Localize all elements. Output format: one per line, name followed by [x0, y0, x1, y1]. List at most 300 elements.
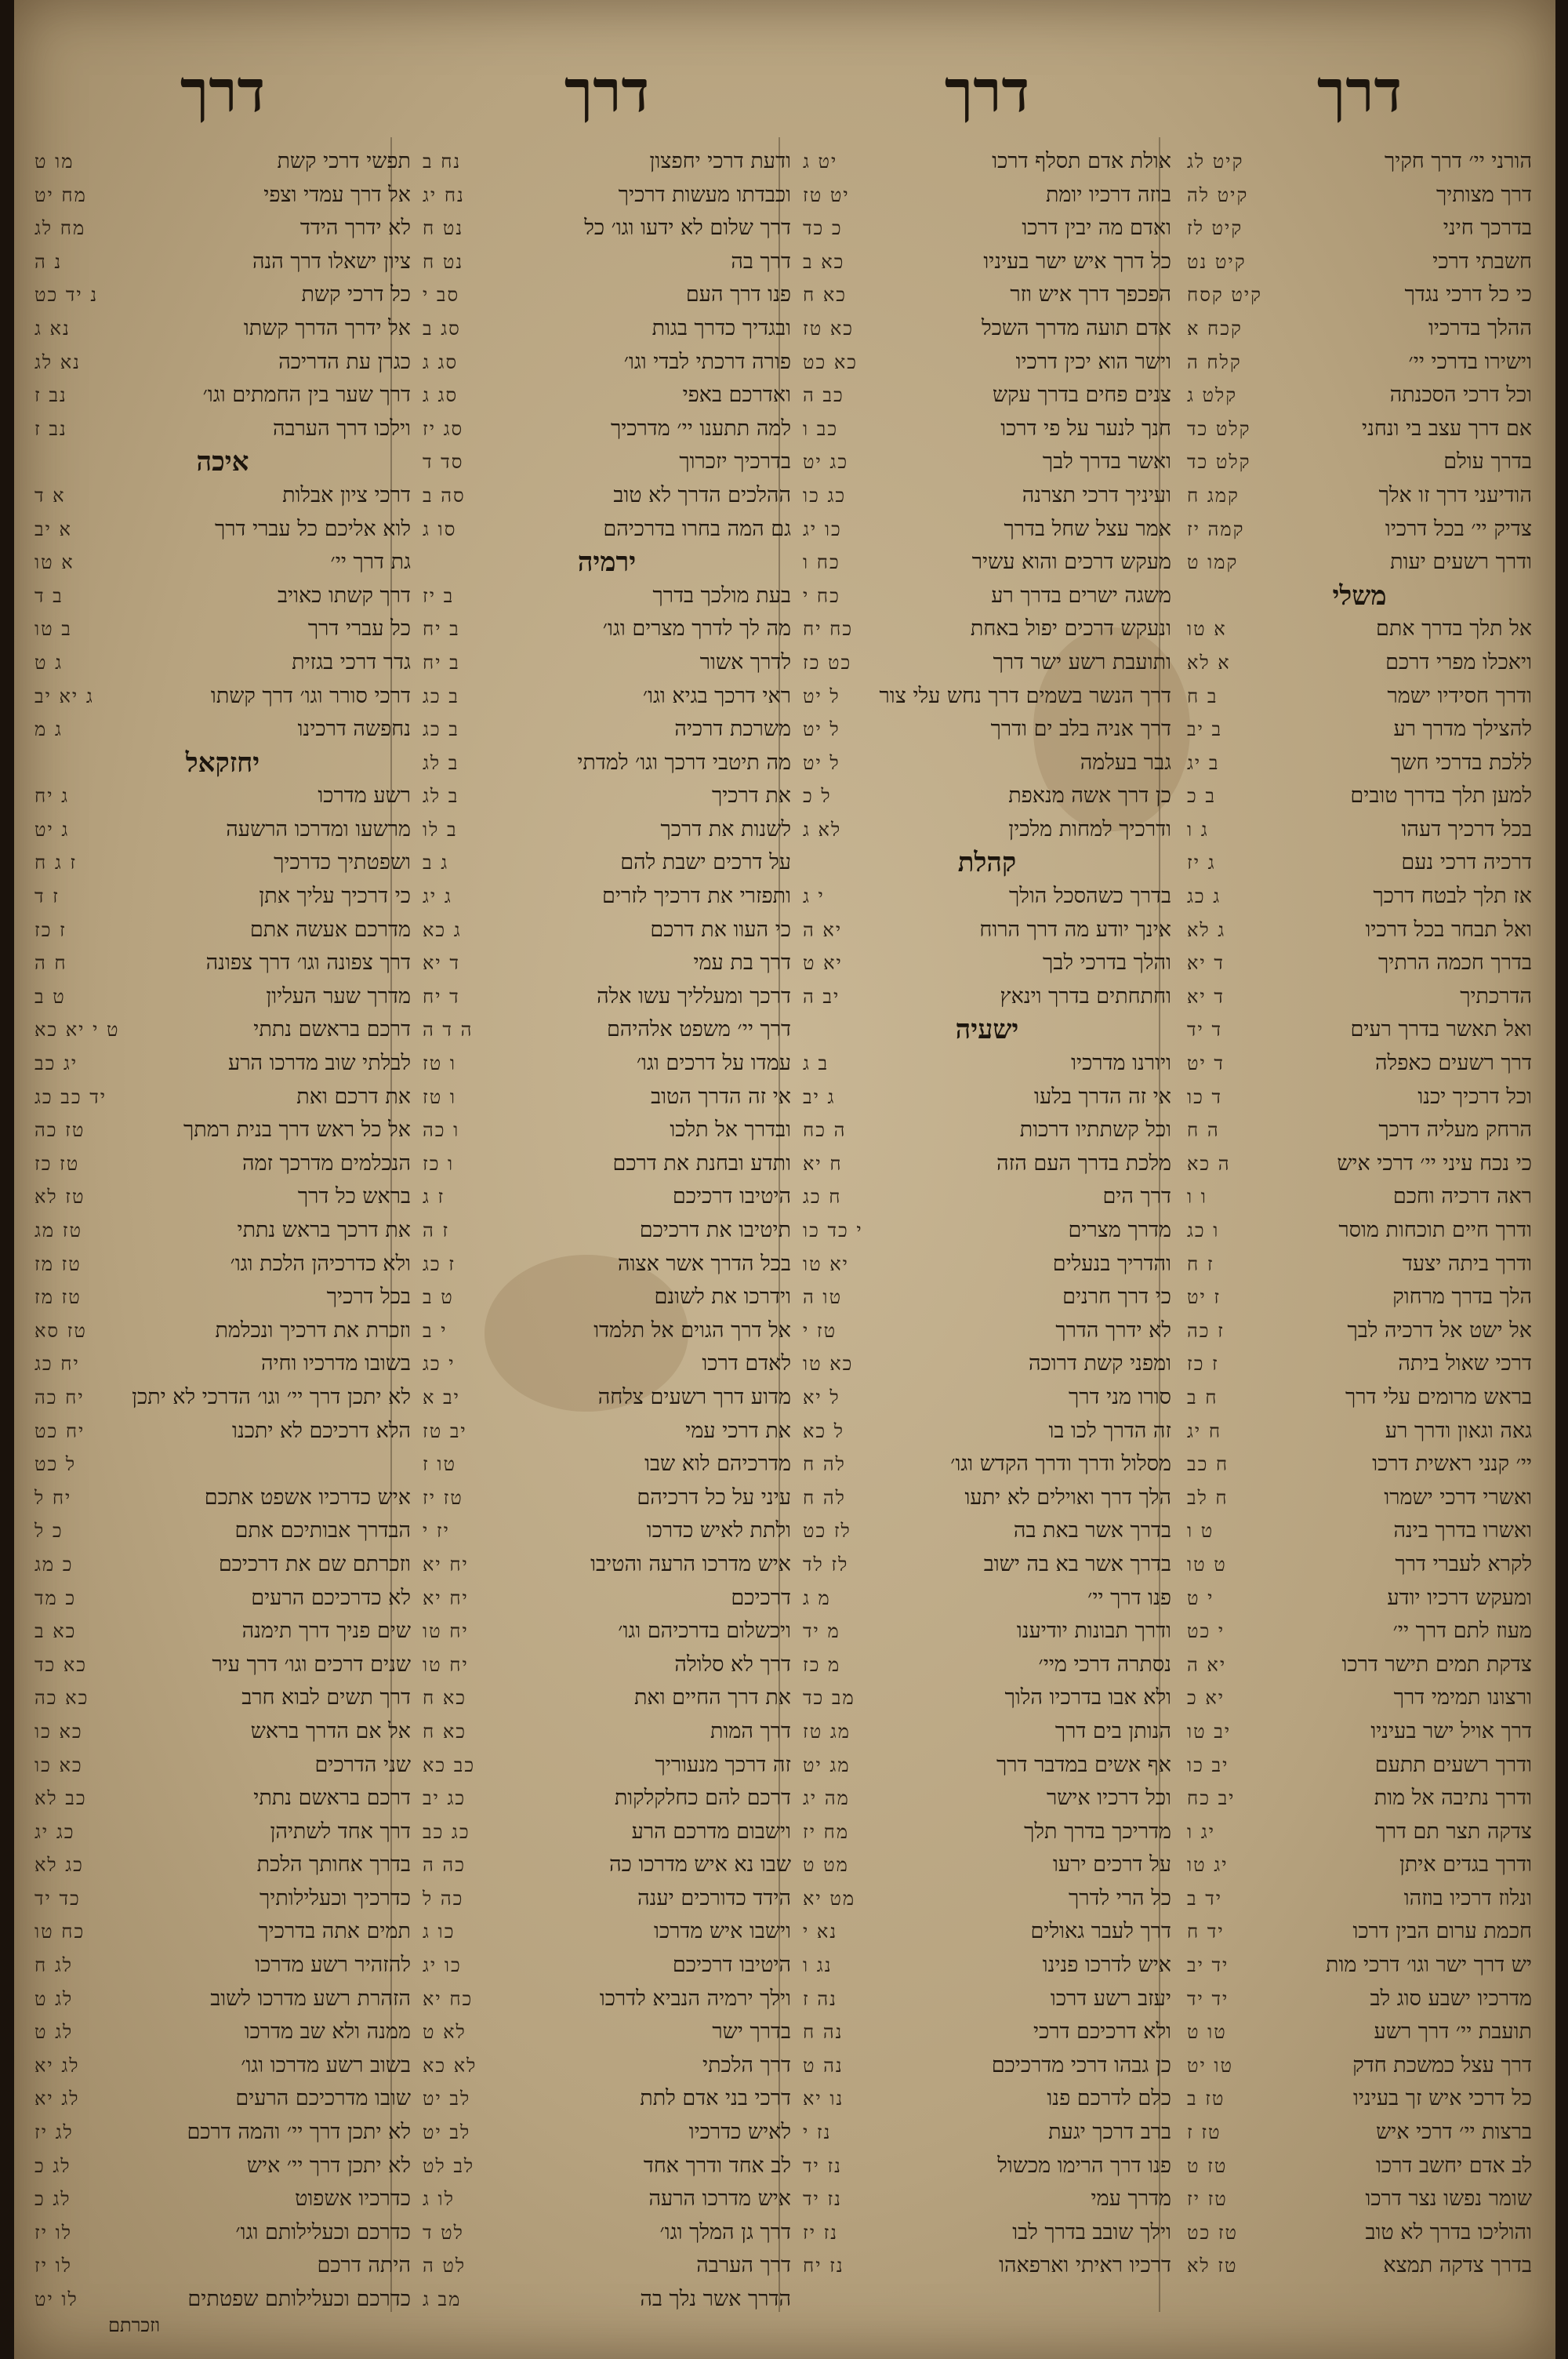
- entry-reference: כא ח: [803, 284, 847, 307]
- entry-row: [1187, 1013, 1532, 1047]
- entry-reference: כא ח: [423, 1687, 466, 1710]
- entry-row: [803, 1514, 1171, 1548]
- entry-row: [1187, 413, 1532, 446]
- entry-row: [423, 780, 791, 813]
- entry-reference: קכח א: [1187, 317, 1243, 340]
- entry-row: [34, 212, 411, 245]
- entry-reference: לג ח: [34, 1954, 73, 1977]
- entry-row: [34, 2249, 411, 2283]
- entry-reference: י כט: [1187, 1620, 1225, 1643]
- entry-text: מדוע דרך רשעים צלחה: [597, 1384, 791, 1409]
- entry-row: [1187, 1347, 1532, 1381]
- entry-text: ואשרו בדרך בינה: [1393, 1518, 1532, 1543]
- entry-text: דרכי סורר וגו׳ דרך קשתו: [210, 683, 411, 708]
- entry-reference: ל יט: [803, 685, 840, 707]
- entry-reference: יב טז: [423, 1419, 467, 1442]
- entry-text: דרכיכם: [731, 1585, 791, 1610]
- entry-text: וכל דרכיו אישר: [1047, 1786, 1171, 1811]
- entry-row: [34, 1749, 411, 1783]
- entry-row: [34, 612, 411, 646]
- entry-text: ונלוז דרכיו בוזהו: [1403, 1885, 1532, 1910]
- entry-row: [1187, 1715, 1532, 1749]
- entry-text: ויאכלו מפרי דרכם: [1385, 649, 1532, 674]
- entry-text: אל תלך בדרך אתם: [1376, 616, 1532, 642]
- entry-reference: ה כח: [803, 1119, 847, 1142]
- entry-text: דרך גן המלך וגו׳: [659, 2219, 791, 2245]
- entry-row: [803, 1816, 1171, 1849]
- book-name: ירמיה: [577, 547, 637, 579]
- entry-row: [803, 947, 1171, 980]
- entry-reference: נח יג: [423, 184, 465, 206]
- entry-text: ללכת בדרכי חשך: [1391, 750, 1532, 775]
- entry-text: בכל דרכיך: [326, 1285, 411, 1310]
- entry-reference: ד יט: [1187, 1052, 1225, 1075]
- entry-reference: א טו: [1187, 618, 1227, 641]
- entry-row: [34, 1915, 411, 1949]
- entry-row: [423, 1081, 791, 1114]
- entry-text: להצילך מדרך רע: [1393, 717, 1532, 742]
- entry-reference: ח כג: [803, 1186, 842, 1209]
- entry-row: [34, 1782, 411, 1816]
- entry-row: [34, 145, 411, 179]
- entry-row: [423, 580, 791, 613]
- entry-reference: ב יז: [423, 584, 455, 607]
- entry-text: ודרך רשעים תתעם: [1374, 1752, 1532, 1777]
- entry-row: [423, 2150, 791, 2183]
- entry-row: [803, 1915, 1171, 1949]
- entry-reference: לג יא: [34, 2088, 80, 2110]
- entry-reference: סג ג: [423, 351, 459, 373]
- entry-text: כדרכיך וכעלילותיך: [259, 1885, 411, 1910]
- entry-reference: טז מג: [34, 1219, 82, 1241]
- entry-reference: ו כז: [423, 1152, 455, 1175]
- entry-row: [1187, 1749, 1532, 1783]
- entry-row: [1187, 2183, 1532, 2216]
- entry-reference: כו יג: [423, 1954, 462, 1977]
- entry-reference: לז לד: [803, 1553, 849, 1576]
- entry-text: משגה ישרים בדרך רע: [991, 583, 1171, 608]
- entry-row: [803, 612, 1171, 646]
- entry-row: [423, 947, 791, 980]
- entry-row: [423, 479, 791, 513]
- entry-row: [34, 880, 411, 914]
- entry-text: על דרכים ירעו: [1053, 1852, 1171, 1877]
- entry-text: עמדו על דרכים וגו׳: [636, 1051, 791, 1076]
- entry-reference: ב לג: [423, 751, 459, 774]
- column-rows: [423, 145, 791, 2317]
- entry-row: [803, 747, 1171, 780]
- entry-row: [1187, 479, 1532, 513]
- entry-reference: סג ב: [423, 317, 461, 340]
- book-name: ישעיה: [955, 1014, 1019, 1046]
- entry-row: [803, 813, 1171, 847]
- column-rows: [803, 145, 1171, 2283]
- entry-text: דרכם להם כחלקלקות: [614, 1786, 791, 1811]
- entry-text: אף אשים במדבר דרך: [996, 1752, 1171, 1777]
- entry-text: בדרך ישר: [712, 2019, 791, 2045]
- entry-text: חשבתי דרכי: [1432, 249, 1532, 274]
- entry-text: הלא דרכיכם לא יתכנו: [232, 1418, 411, 1443]
- entry-row: [1187, 346, 1532, 380]
- entry-row: [1187, 914, 1532, 947]
- entry-row: [1187, 1548, 1532, 1582]
- entry-reference: כא כו: [34, 1720, 83, 1743]
- entry-reference: מב ג: [423, 2288, 462, 2310]
- entry-reference: יא כ: [1187, 1687, 1225, 1710]
- entry-text: דרך מצותיך: [1436, 182, 1532, 207]
- entry-row: [423, 2016, 791, 2049]
- entry-text: ונעקש דרכים יפול באחת: [970, 616, 1171, 642]
- entry-row: [803, 1047, 1171, 1081]
- entry-reference: א טו: [34, 551, 74, 574]
- entry-row: [423, 1983, 791, 2016]
- entry-reference: יב כו: [1187, 1754, 1229, 1776]
- entry-text: את דרכי עמי: [685, 1418, 791, 1443]
- entry-row: [803, 1582, 1171, 1616]
- entry-text: ודרך נתיבה אל מות: [1374, 1786, 1532, 1811]
- entry-row: [423, 1782, 791, 1816]
- entry-row: [1187, 312, 1532, 346]
- entry-reference: לז כט: [803, 1520, 851, 1543]
- entry-text: כל הרי לדרך: [1068, 1885, 1171, 1910]
- entry-reference: כג לא: [34, 1854, 84, 1877]
- entry-reference: י ב: [423, 1319, 448, 1342]
- entry-reference: כא ח: [423, 1720, 466, 1743]
- entry-reference: ה ח: [1187, 1119, 1220, 1142]
- entry-reference: ו כג: [1187, 1219, 1220, 1241]
- entry-row: [34, 2016, 411, 2049]
- entry-row: [423, 1013, 791, 1047]
- entry-row: [803, 1949, 1171, 1983]
- entry-text: פנו דרך יי׳: [1087, 1585, 1171, 1610]
- entry-text: דרך הערבה: [696, 2253, 791, 2278]
- entry-text: מה תיטבי דרכך וגו׳ למדתי: [577, 750, 791, 775]
- entry-text: דרך אויל ישר בעיניו: [1370, 1718, 1532, 1743]
- entry-text: כן גבהו דרכי מדרכיכם: [991, 2052, 1171, 2077]
- entry-row: [34, 947, 411, 980]
- entry-text: חכמת ערום הבין דרכו: [1352, 1919, 1532, 1944]
- entry-reference: טז מז: [34, 1252, 82, 1275]
- entry-reference: א לא: [1187, 651, 1231, 674]
- entry-reference: כב ה: [803, 384, 844, 407]
- entry-text: בדרך אשר בא בה ישוב: [983, 1551, 1171, 1576]
- entry-text: גבר בעלמה: [1080, 750, 1171, 775]
- entry-text: דרך אחד לשתיהן: [270, 1819, 411, 1844]
- entry-row: [803, 1983, 1171, 2016]
- entry-reference: נ יד כט: [34, 284, 99, 307]
- entry-reference: טז יז: [1187, 2188, 1228, 2211]
- entry-reference: ט ו: [1187, 1520, 1214, 1543]
- entry-text: דרך יי׳ משפט אלהיהם: [606, 1017, 791, 1042]
- entry-text: לב אחד ודרך אחד: [643, 2153, 791, 2178]
- entry-reference: קמה יז: [1187, 518, 1245, 540]
- entry-reference: ב יח: [423, 618, 460, 641]
- entry-row: [423, 646, 791, 680]
- entry-row: [803, 580, 1171, 613]
- entry-reference: לא ג: [803, 818, 842, 841]
- entry-reference: ג כא: [423, 918, 462, 941]
- entry-reference: מה יג: [803, 1787, 850, 1810]
- entry-text: ההלכים הדרך לא טוב: [613, 482, 791, 507]
- entry-text: והוליכו בדרך לא טוב: [1365, 2219, 1532, 2245]
- entry-row: [1187, 1481, 1532, 1515]
- entry-row: [803, 346, 1171, 380]
- column-3: [423, 58, 791, 2328]
- entry-row: [34, 1548, 411, 1582]
- entry-text: בראש מרומים עלי דרך: [1345, 1384, 1532, 1409]
- entry-row: [1187, 2116, 1532, 2150]
- entry-text: הנותן בים דרך: [1054, 1718, 1171, 1743]
- entry-row: [423, 212, 791, 245]
- entry-reference: ב כג: [423, 685, 459, 707]
- entry-row: [803, 1548, 1171, 1582]
- entry-row: [1187, 1582, 1532, 1616]
- entry-text: ומפני קשת דרוכה: [1029, 1351, 1171, 1376]
- entry-reference: כח טו: [34, 1921, 85, 1943]
- entry-row: [34, 2183, 411, 2216]
- entry-reference: יח טו: [423, 1620, 469, 1643]
- entry-row: [34, 680, 411, 714]
- entry-reference: ח יא: [803, 1152, 843, 1175]
- entry-row: [423, 612, 791, 646]
- entry-text: וכל דרכיך יכנו: [1417, 1084, 1532, 1109]
- entry-text: והדריך בנעלים: [1052, 1251, 1171, 1276]
- entry-row: [803, 1248, 1171, 1281]
- column-header: דרך: [944, 58, 1030, 125]
- entry-text: שומר נפשו נצר דרכו: [1365, 2186, 1532, 2212]
- entry-row: [1187, 2049, 1532, 2083]
- entry-row: [34, 379, 411, 413]
- entry-reference: ט טו: [1187, 1553, 1227, 1576]
- entry-row: [423, 914, 791, 947]
- entry-reference: נא לג: [34, 351, 81, 373]
- entry-reference: ד יח: [423, 985, 460, 1008]
- entry-row: [34, 1047, 411, 1081]
- entry-text: כי דרך חרנים: [1062, 1285, 1171, 1310]
- entry-row: [423, 1548, 791, 1582]
- entry-row: [423, 1180, 791, 1214]
- book-heading: [803, 846, 1171, 880]
- entry-text: הלך בדרך מרחוק: [1392, 1285, 1532, 1310]
- entry-row: [34, 2283, 411, 2317]
- entry-text: שים פניך דרך תימנה: [241, 1619, 411, 1644]
- entry-text: כי דרכיך עליך אתן: [259, 884, 411, 909]
- entry-text: פנו דרך העם: [685, 282, 791, 307]
- entry-text: הלך דרך ואוילים לא יתעו: [964, 1485, 1171, 1510]
- entry-row: [803, 413, 1171, 446]
- entry-reference: כא ב: [803, 250, 845, 273]
- entry-row: [803, 479, 1171, 513]
- entry-text: ומעקש דרכיו יודע: [1387, 1585, 1532, 1610]
- entry-reference: יג טו: [1187, 1854, 1229, 1877]
- entry-row: [423, 1248, 791, 1281]
- entry-text: וישירו בדרכי יי׳: [1408, 349, 1532, 374]
- entry-row: [1187, 646, 1532, 680]
- entry-text: את דרכיך: [711, 783, 791, 809]
- entry-text: מדריכך בדרך תלך: [1024, 1819, 1171, 1844]
- entry-reference: ג יח: [34, 785, 70, 808]
- entry-row: [1187, 680, 1532, 714]
- entry-text: את דרכם ואת: [296, 1084, 411, 1109]
- entry-reference: ד יא: [423, 952, 460, 975]
- entry-reference: לג יז: [34, 2121, 74, 2144]
- entry-row: [1187, 813, 1532, 847]
- column-1: [1187, 58, 1532, 2328]
- entry-row: [1187, 379, 1532, 413]
- entry-row: [423, 379, 791, 413]
- entry-reference: י ט: [1187, 1587, 1214, 1609]
- entry-text: ואשר בדרך לבך: [1042, 449, 1171, 474]
- entry-text: דרכם בראשם נתתי: [253, 1017, 411, 1042]
- entry-row: [423, 813, 791, 847]
- entry-row: [423, 1648, 791, 1682]
- entry-row: [423, 2249, 791, 2283]
- entry-reference: ב יג: [1187, 751, 1220, 774]
- entry-text: כדרכם וכעלילותם שפטתים: [187, 2287, 411, 2311]
- entry-row: [1187, 2150, 1532, 2183]
- entry-reference: לט ד: [423, 2221, 464, 2244]
- entry-text: ותועבת רשע ישר דרך: [993, 649, 1171, 674]
- entry-reference: יט טז: [803, 184, 850, 206]
- entry-reference: קיט לג: [1187, 151, 1244, 173]
- entry-text: וישבו איש מדרכו: [654, 1919, 791, 1944]
- entry-text: לקרא לעברי דרך: [1395, 1551, 1532, 1576]
- entry-text: הרחק מעליה דרכך: [1378, 1118, 1532, 1143]
- entry-reference: ג ו: [1187, 818, 1209, 841]
- entry-text: ואל תאשר בדרך רעים: [1350, 1017, 1532, 1042]
- entry-text: דרכיו ראיתי וארפאהו: [999, 2253, 1171, 2278]
- entry-row: [423, 980, 791, 1014]
- entry-row: [423, 2049, 791, 2083]
- entry-reference: ל כט: [34, 1453, 77, 1476]
- entry-text: וישר הוא יכין דרכיו: [1015, 349, 1171, 374]
- entry-text: ולתת לאיש כדרכו: [646, 1518, 791, 1543]
- entry-row: [803, 2183, 1171, 2216]
- book-name: קהלת: [957, 847, 1017, 879]
- entry-reference: כו ג: [423, 1921, 456, 1943]
- entry-reference: ל יא: [803, 1386, 840, 1408]
- entry-row: [34, 1848, 411, 1882]
- book-heading: [1187, 580, 1532, 613]
- entry-row: [34, 245, 411, 279]
- entry-row: [1187, 713, 1532, 747]
- column-4: [34, 58, 411, 2328]
- entry-row: [803, 312, 1171, 346]
- entry-row: [34, 1949, 411, 1983]
- entry-row: [1187, 980, 1532, 1014]
- entry-reference: לב יט: [423, 2121, 471, 2144]
- entry-row: [803, 1615, 1171, 1648]
- entry-reference: נא ג: [34, 317, 71, 340]
- entry-row: [423, 1047, 791, 1081]
- entry-text: הדרכתיך: [1460, 983, 1532, 1009]
- entry-text: והלך בדרכי לבך: [1043, 951, 1171, 976]
- entry-row: [34, 346, 411, 380]
- entry-reference: מט יא: [803, 1887, 856, 1910]
- entry-row: [1187, 612, 1532, 646]
- entry-reference: ב כ: [1187, 785, 1216, 808]
- entry-row: [803, 445, 1171, 479]
- entry-row: [803, 278, 1171, 312]
- entry-row: [423, 413, 791, 446]
- entry-text: רשע מדרכו: [318, 783, 411, 809]
- entry-row: [803, 2249, 1171, 2283]
- entry-text: שובו מדרכיכם הרעים: [235, 2086, 411, 2111]
- entry-reference: סה ב: [423, 484, 466, 507]
- entry-text: ודרך רשעים יעות: [1390, 550, 1532, 575]
- entry-text: ושפטתיך כדרכיך: [274, 850, 411, 875]
- entry-row: [423, 1347, 791, 1381]
- entry-row: [1187, 2082, 1532, 2116]
- entry-text: ברב דרכך יגעת: [1048, 2120, 1171, 2145]
- entry-reference: יד ב: [1187, 1887, 1223, 1910]
- entry-text: גדר דרכי בגזית: [292, 649, 411, 674]
- entry-text: וידרכו את לשונם: [654, 1285, 791, 1310]
- entry-reference: ז ג ח: [34, 852, 78, 874]
- entry-row: [34, 1013, 411, 1047]
- entry-text: מעוז לתם דרך יי׳: [1392, 1619, 1532, 1644]
- entry-row: [34, 980, 411, 1014]
- entry-row: [34, 1448, 411, 1481]
- entry-text: ואדם מה יבין דרכו: [1022, 216, 1171, 241]
- entry-row: [803, 1882, 1171, 1916]
- entry-text: וכל דרכי הסכנתה: [1389, 383, 1532, 408]
- entry-reference: נג ו: [803, 1954, 833, 1977]
- entry-row: [1187, 880, 1532, 914]
- entry-row: [803, 1314, 1171, 1348]
- entry-reference: ז יט: [1187, 1286, 1221, 1309]
- entry-text: יי׳ קנני ראשית דרכו: [1372, 1452, 1532, 1477]
- entry-text: לא ידרך הידד: [299, 216, 411, 241]
- entry-text: בכל הדרך אשר אצוה: [618, 1251, 791, 1276]
- entry-reference: לה ח: [803, 1453, 846, 1476]
- entry-row: [1187, 1248, 1532, 1281]
- entry-text: בדרכיך יזכרוך: [679, 449, 791, 474]
- entry-reference: ג כג: [1187, 885, 1221, 908]
- entry-reference: ג יז: [1187, 852, 1216, 874]
- entry-text: היטיבו דרכיכם: [672, 1953, 791, 1978]
- entry-row: [423, 1147, 791, 1181]
- entry-row: [423, 1882, 791, 1916]
- entry-reference: יח ל: [34, 1486, 72, 1509]
- entry-reference: נט ח: [423, 217, 464, 240]
- entry-text: בדרך עולם: [1443, 449, 1532, 474]
- entry-text: דרך לעבר גאולים: [1030, 1919, 1171, 1944]
- entry-row: [34, 1081, 411, 1114]
- entry-row: [34, 1248, 411, 1281]
- entry-text: ובגדיך כדרך בגות: [652, 315, 791, 340]
- entry-text: ורצונו תמימי דרך: [1393, 1685, 1532, 1710]
- entry-text: בכל דרכיך דעהו: [1401, 816, 1532, 841]
- entry-reference: כה ה: [423, 1854, 466, 1877]
- entry-row: [1187, 1214, 1532, 1248]
- entry-text: לא יתכן דרך יי׳ איש: [246, 2153, 411, 2178]
- entry-text: צנים פחים בדרך עקש: [992, 383, 1171, 408]
- entry-row: [34, 312, 411, 346]
- entry-row: [1187, 278, 1532, 312]
- entry-reference: ז כז: [1187, 1353, 1219, 1376]
- entry-row: [803, 1715, 1171, 1749]
- entry-row: [803, 680, 1171, 714]
- entry-reference: קמו ט: [1187, 551, 1239, 574]
- entry-text: בדרך אחותך הלכת: [256, 1852, 411, 1877]
- entry-reference: י ג: [803, 885, 825, 908]
- entry-row: [1187, 179, 1532, 213]
- entry-reference: כג כב: [423, 1820, 470, 1843]
- entry-row: [803, 2049, 1171, 2083]
- entry-text: נסתרה דרכי מיי׳: [1038, 1652, 1171, 1677]
- book-heading: [423, 546, 791, 580]
